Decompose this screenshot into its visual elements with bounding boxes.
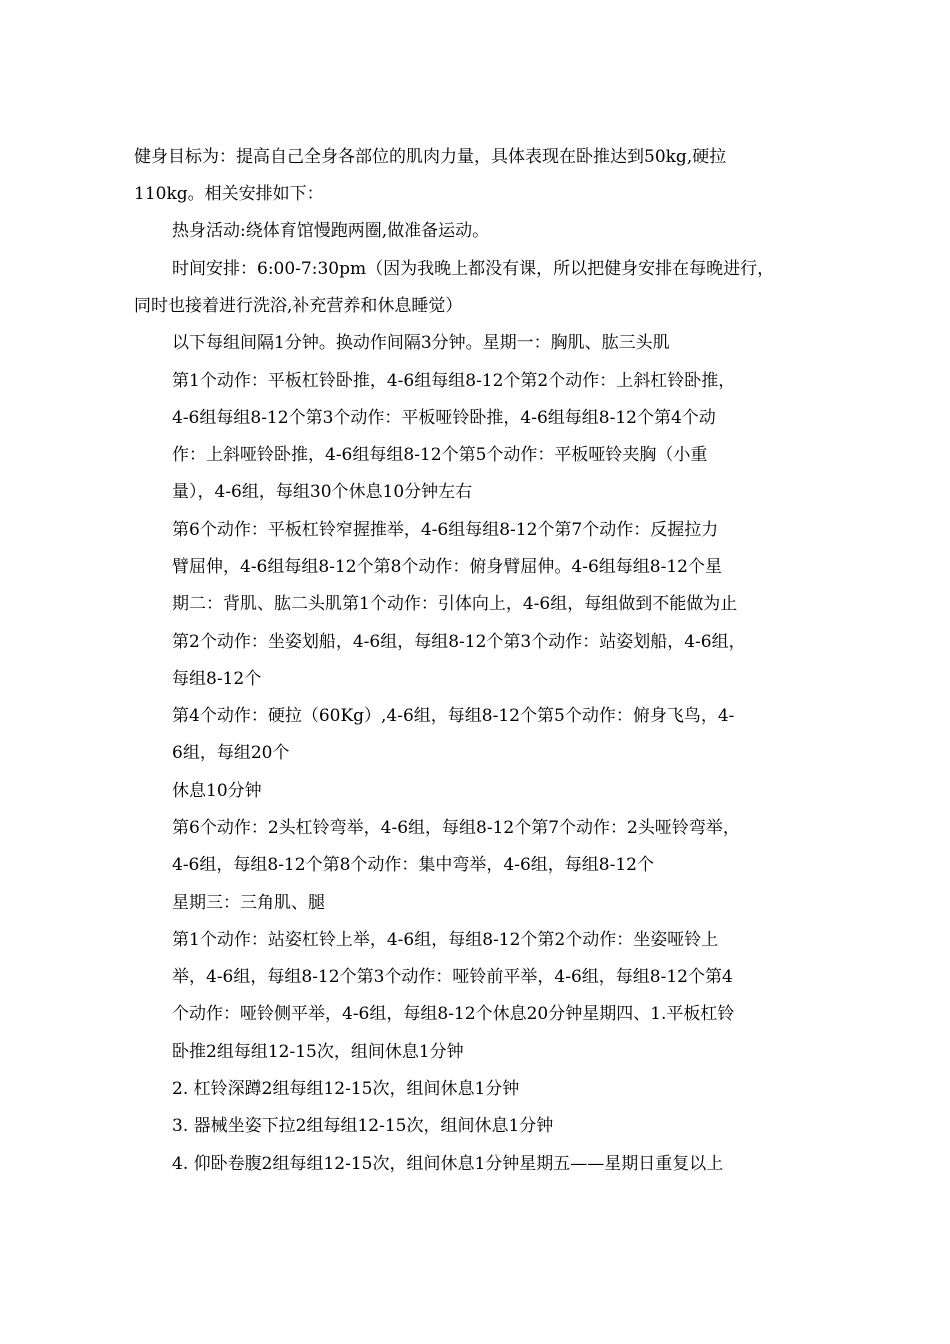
- text-line: 2. 杠铃深蹲2组每组12-15次，组间休息1分钟: [172, 1079, 520, 1099]
- text-line: 卧推2组每组12-15次，组间休息1分钟: [172, 1042, 464, 1062]
- text-line: 第4个动作：硬拉（60Kg）,4-6组，每组8-12个第5个动作：俯身飞鸟，4-: [172, 706, 735, 726]
- text-line: 第1个动作：站姿杠铃上举，4-6组，每组8-12个第2个动作：坐姿哑铃上: [172, 930, 719, 950]
- text-line: 休息10分钟: [172, 781, 262, 801]
- text-line: 6组，每组20个: [172, 743, 290, 763]
- text-line: 个动作：哑铃侧平举，4-6组，每组8-12个休息20分钟星期四、1.平板杠铃: [172, 1004, 735, 1024]
- text-line: 每组8-12个: [172, 669, 262, 689]
- text-line: 110kg。相关安排如下：: [134, 184, 324, 204]
- text-line: 星期三：三角肌、腿: [172, 893, 325, 913]
- text-line: 3. 器械坐姿下拉2组每组12-15次，组间休息1分钟: [172, 1116, 554, 1136]
- text-line: 以下每组间隔1分钟。换动作间隔3分钟。星期一：胸肌、肱三头肌: [172, 333, 670, 353]
- text-line: 4-6组每组8-12个第3个动作：平板哑铃卧推，4-6组每组8-12个第4个动: [172, 408, 716, 428]
- text-line: 4. 仰卧卷腹2组每组12-15次，组间休息1分钟星期五——星期日重复以上: [172, 1154, 724, 1174]
- text-line: 举，4-6组，每组8-12个第3个动作：哑铃前平举，4-6组，每组8-12个第4: [172, 967, 733, 987]
- text-line: 臂屈伸，4-6组每组8-12个第8个动作：俯身臂屈伸。4-6组每组8-12个星: [172, 557, 722, 577]
- text-line: 量），4-6组，每组30个休息10分钟左右: [172, 482, 473, 502]
- text-line: 热身活动:绕体育馆慢跑两圈,做准备运动。: [172, 221, 490, 241]
- text-line: 第6个动作：2头杠铃弯举，4-6组，每组8-12个第7个动作：2头哑铃弯举，: [172, 818, 740, 838]
- text-line: 健身目标为：提高自己全身各部位的肌肉力量，具体表现在卧推达到50kg,硬拉: [134, 147, 727, 167]
- text-line: 同时也接着进行洗浴,补充营养和休息睡觉）: [134, 296, 463, 316]
- text-line: 期二：背肌、肱二头肌第1个动作：引体向上，4-6组，每组做到不能做为止: [172, 594, 738, 614]
- text-line: 第2个动作：坐姿划船，4-6组，每组8-12个第3个动作：站姿划船，4-6组，: [172, 632, 746, 652]
- text-line: 作：上斜哑铃卧推，4-6组每组8-12个第5个动作：平板哑铃夹胸（小重: [172, 445, 708, 465]
- text-line: 时间安排：6:00-7:30pm（因为我晚上都没有课，所以把健身安排在每晚进行，: [172, 259, 775, 279]
- text-line: 第6个动作：平板杠铃窄握推举，4-6组每组8-12个第7个动作：反握拉力: [172, 520, 719, 540]
- text-line: 4-6组，每组8-12个第8个动作：集中弯举，4-6组，每组8-12个: [172, 855, 654, 875]
- text-line: 第1个动作：平板杠铃卧推，4-6组每组8-12个第2个动作：上斜杠铃卧推，: [172, 371, 736, 391]
